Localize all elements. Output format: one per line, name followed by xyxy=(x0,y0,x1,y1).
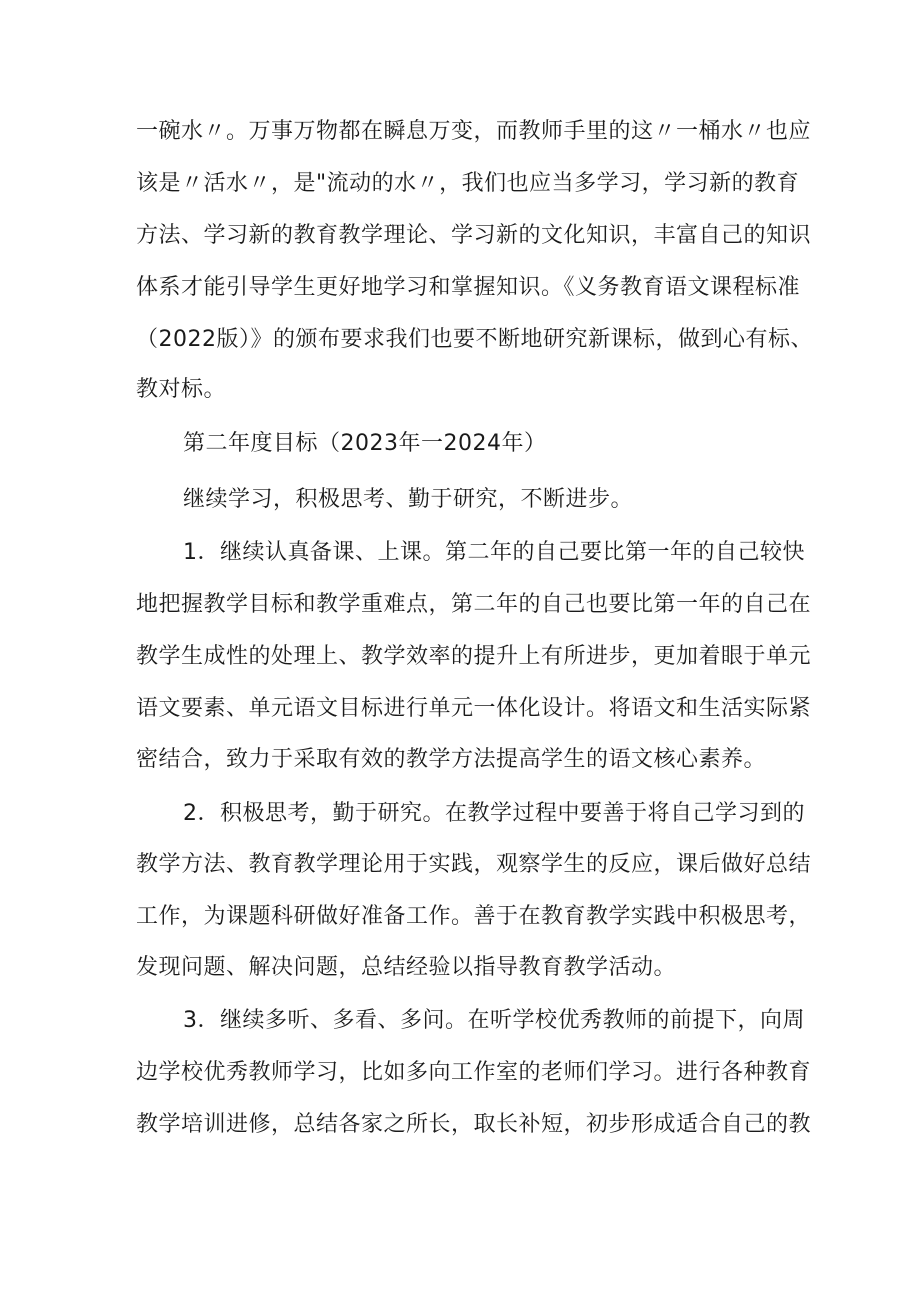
list-item-line: 发现问题、解决问题，总结经验以指导教育教学活动。 xyxy=(136,955,677,980)
list-item-line: 3．继续多听、多看、多问。在听学校优秀教师的前提下，向周 xyxy=(183,1008,805,1033)
list-item-line: 工作，为课题科研做好准备工作。善于在教育教学实践中积极思考， xyxy=(136,904,812,929)
list-item-line: 语文要素、单元语文目标进行单元一体化设计。将语文和生活实际紧 xyxy=(136,696,812,721)
list-item-line: 教学方法、教育教学理论用于实践，观察学生的反应，课后做好总结 xyxy=(136,852,812,877)
list-item-line: 地把握教学目标和教学重难点，第二年的自己也要比第一年的自己在 xyxy=(136,592,812,617)
text-line: 一碗水〃。万事万物都在瞬息万变，而教师手里的这〃一桶水〃也应 xyxy=(136,119,812,144)
text-line: 体系才能引导学生更好地学习和掌握知识。《义务教育语文课程标准 xyxy=(136,275,801,300)
list-item-line: 1．继续认真备课、上课。第二年的自己要比第一年的自己较快 xyxy=(183,540,805,565)
text-line: 方法、学习新的教育教学理论、学习新的文化知识，丰富自己的知识 xyxy=(136,223,812,248)
list-item-line: 教学培训进修，总结各家之所长，取长补短，初步形成适合自己的教 xyxy=(136,1112,812,1137)
text-line: （2022版）》的颁布要求我们也要不断地研究新课标，做到心有标、 xyxy=(136,327,813,352)
text-line: 教对标。 xyxy=(136,377,227,402)
list-item-line: 密结合，致力于采取有效的教学方法提高学生的语文核心素养。 xyxy=(136,747,767,772)
goal-summary: 继续学习，积极思考、勤于研究，不断进步。 xyxy=(183,487,634,512)
text-line: 该是〃活水〃，是"流动的水〃，我们也应当多学习，学习新的教育 xyxy=(136,171,800,196)
section-heading: 第二年度目标（2023年一2024年） xyxy=(183,431,547,456)
list-item-line: 教学生成性的处理上、教学效率的提升上有所进步，更加着眼于单元 xyxy=(136,644,812,669)
list-item-line: 边学校优秀教师学习，比如多向工作室的老师们学习。进行各种教育 xyxy=(136,1060,812,1085)
list-item-line: 2．积极思考，勤于研究。在教学过程中要善于将自己学习到的 xyxy=(183,801,805,826)
